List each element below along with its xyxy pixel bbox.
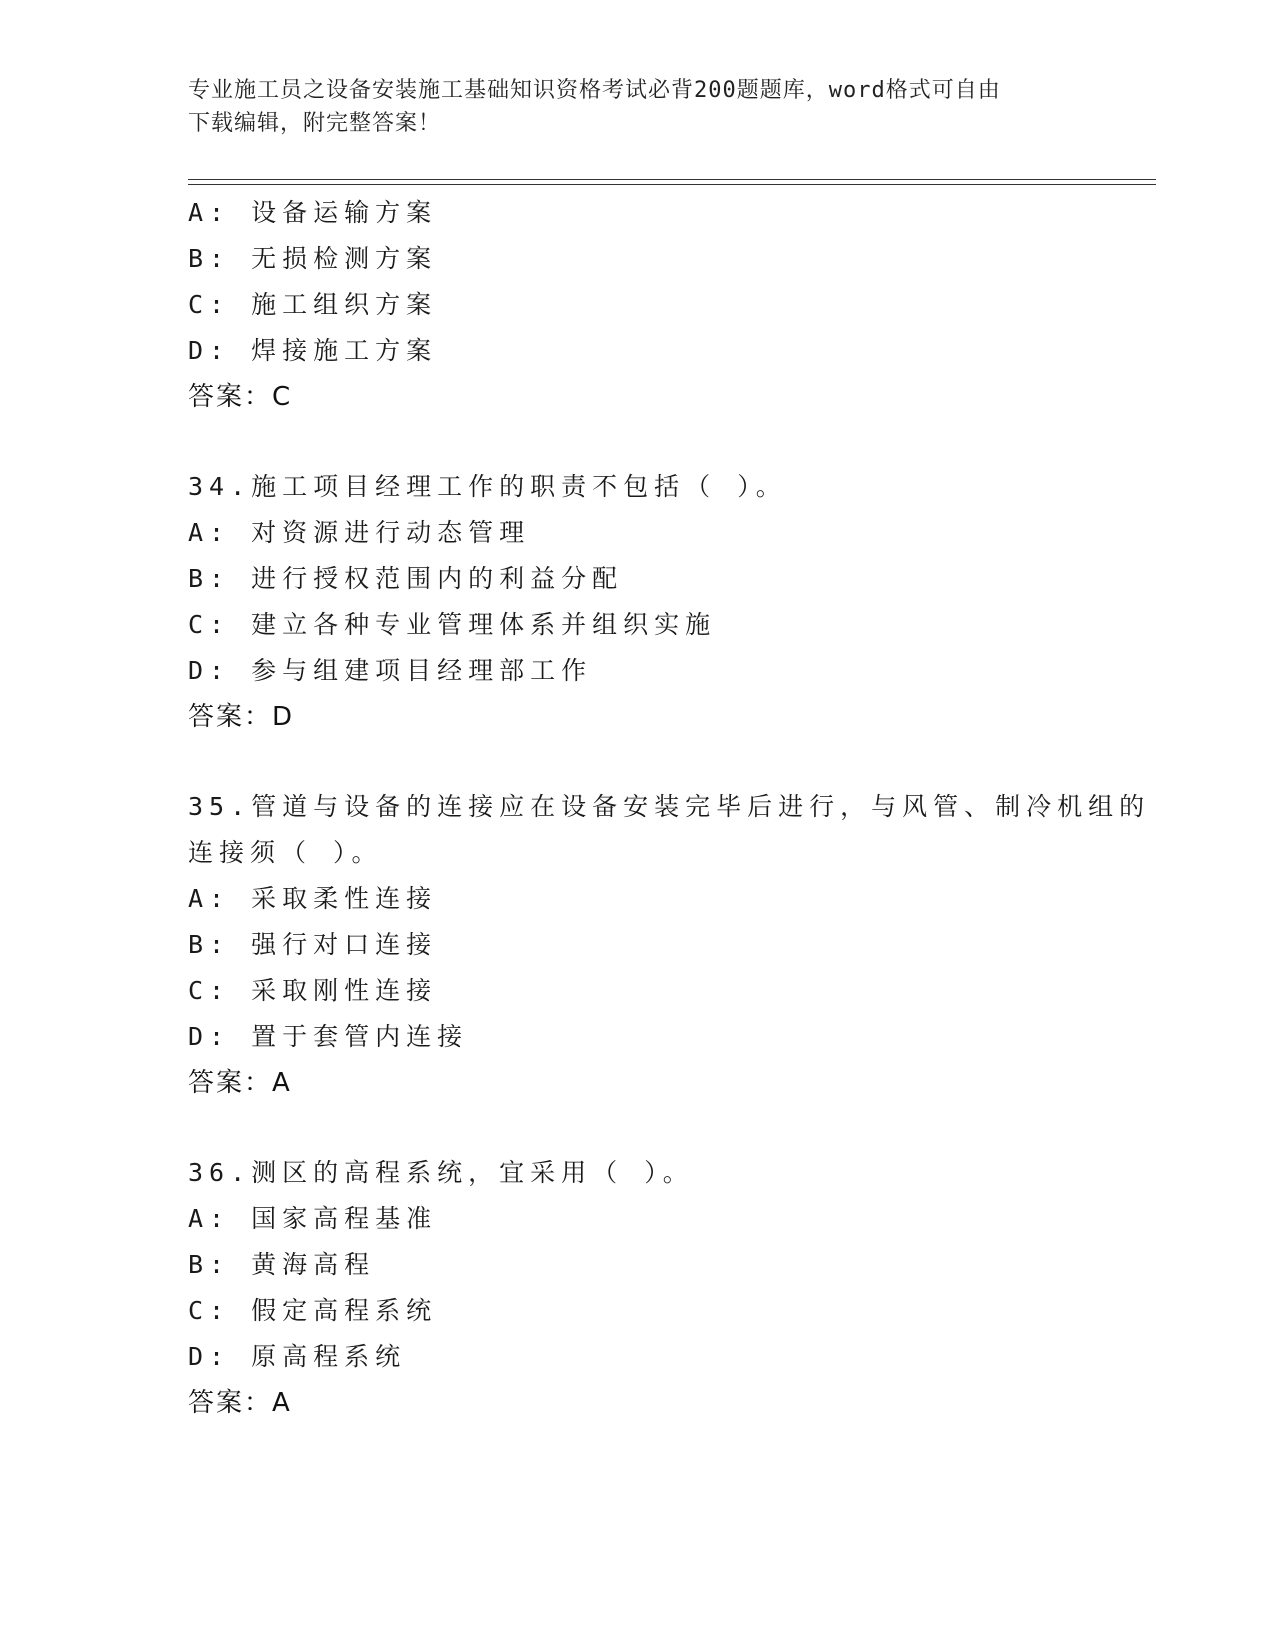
header-line-2: 下载编辑，附完整答案！ [188, 111, 442, 136]
option-b: B: 无损检测方案 [188, 244, 438, 273]
question-stem-continued: 连接须（ ）。 [188, 838, 383, 867]
question-block [188, 464, 1148, 740]
spacer [188, 1106, 1148, 1150]
document-header [188, 74, 1088, 140]
option-c: C: 建立各种专业管理体系并组织实施 [188, 610, 717, 639]
header-divider-bottom [188, 184, 1156, 185]
answer-line: 答案：C [188, 382, 293, 412]
answer-line: 答案：A [188, 1068, 292, 1098]
option-d: D: 原高程系统 [188, 1342, 407, 1371]
option-b: B: 进行授权范围内的利益分配 [188, 564, 624, 593]
option-a: A: 设备运输方案 [188, 198, 438, 227]
option-d: D: 参与组建项目经理部工作 [188, 656, 593, 685]
question-block [188, 190, 1148, 420]
question-block [188, 784, 1151, 1106]
question-stem: 34.施工项目经理工作的职责不包括（ ）。 [188, 472, 787, 501]
option-c: C: 施工组织方案 [188, 290, 438, 319]
option-c: C: 假定高程系统 [188, 1296, 438, 1325]
option-a: A: 对资源进行动态管理 [188, 518, 531, 547]
option-b: B: 黄海高程 [188, 1250, 376, 1279]
answer-line: 答案：D [188, 702, 295, 732]
option-a: A: 采取柔性连接 [188, 884, 438, 913]
option-d: D: 置于套管内连接 [188, 1022, 469, 1051]
header-divider-top [188, 179, 1156, 180]
spacer [188, 420, 1148, 464]
question-stem: 35.管道与设备的连接应在设备安装完毕后进行，与风管、制冷机组的 [188, 792, 1151, 821]
answer-line: 答案：A [188, 1388, 292, 1418]
question-list [188, 190, 1151, 1426]
option-b: B: 强行对口连接 [188, 930, 438, 959]
option-d: D: 焊接施工方案 [188, 336, 438, 365]
spacer [188, 740, 1148, 784]
option-a: A: 国家高程基准 [188, 1204, 438, 1233]
question-stem: 36.测区的高程系统，宜采用（ ）。 [188, 1158, 694, 1187]
question-block [188, 1150, 1148, 1426]
option-c: C: 采取刚性连接 [188, 976, 438, 1005]
header-line-1: 专业施工员之设备安装施工基础知识资格考试必背200题题库，word格式可自由 [188, 78, 1001, 103]
